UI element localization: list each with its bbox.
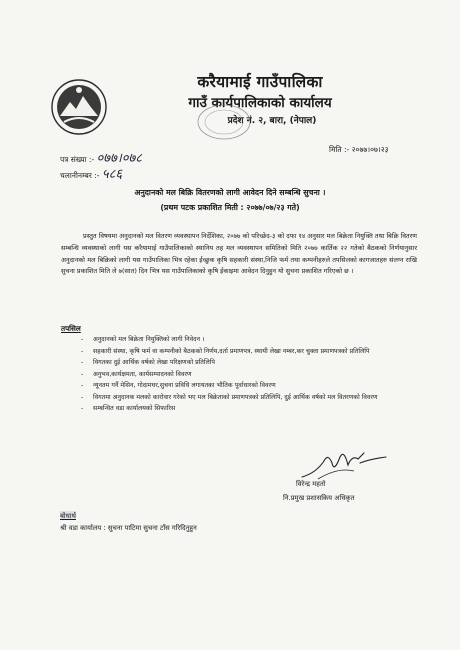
- letter-number-value: ०७७।०७८: [96, 151, 143, 166]
- date-label: मिति :-: [329, 145, 350, 154]
- office-address: प्रदेश नं. २, बारा, (नेपाल): [227, 116, 317, 126]
- org-name: करैयामाई गाउँपालिका: [197, 73, 323, 91]
- date-row: [329, 145, 389, 155]
- office-stamp: [196, 102, 252, 142]
- cc-text: श्री वडा कार्यालय : सुचना पाटिमा सुचना टाँस गरिदिनुहुन: [60, 524, 197, 532]
- dispatch-number-value: ५८६: [101, 167, 123, 182]
- attachments-list: [61, 334, 421, 415]
- attachments-title: तपसिल: [61, 324, 81, 333]
- signatory-title: नि.प्रमुख प्रशासकिय अधिकृत: [283, 494, 355, 502]
- signatory-name: विरेन्द्र महतो: [296, 480, 326, 488]
- attachment-item: - विगतमा अनुदानक मलको कारोवार गरेको भए मल बिक्रेताको प्रमाणपत्रको प्रतिलिपि, दुई आर्थिक वर्षको मल वितरणको विवरण: [81, 393, 378, 401]
- cc-label: बोधार्थ: [60, 512, 76, 520]
- attachment-item: - अनुदानको मल बिक्रेता नियुक्तिको लागी निवेदन ।: [81, 336, 205, 343]
- attachment-item: - अनुभव,कार्यक्षमता, कार्यसम्पादनको विवरण: [81, 370, 192, 378]
- attachment-item: - न्यूनतम गर्नै मेसिन, गोदामघर,सुचना प्रविधि लगायतका भौतिक पूर्वाधारको विवरण: [81, 382, 276, 389]
- dispatch-number-row: [60, 164, 122, 182]
- letter-number-label: पत्र संख्या :-: [60, 155, 95, 164]
- dispatch-number-label: चलानीनम्बर :-: [60, 171, 100, 180]
- attachment-item: - सहकारी संस्था, कृषि फर्म वा कम्पनीको बैठकको निर्णय,दर्ता प्रमाणपत्र, स्थायी लेखा नम्बर,कर चुक्ता प्रमाणपत्रको प्रतिलिपि: [81, 347, 370, 355]
- subject-subtitle: (प्रथम पटक प्रकाशित मिती : २०७७/०७/२३ गते): [160, 203, 300, 212]
- attachment-item: - विगतका दुई आर्थिक वर्षको लेखा परिक्षणको प्रतिलिपि: [81, 359, 215, 366]
- date-value: २०७७।०७।२३: [351, 145, 389, 154]
- attachment-item: - सम्बन्धित वडा कार्यालयको सिफारिस: [81, 405, 176, 412]
- body-paragraph: प्रस्तुत विषयमा अनुदानको मल वितरण व्यवस्थापन निर्देशिका, २०७७ को परिच्छेद-३ को दफा १४ अनुसार मल बिक्रेता नियुक्ति तथा बिक्रि वितरण सम्बन्धि व्यवस्थाको लागी यस करैयामाई गाउँपालिकाको स्थानिय तह मल व्यवस्थापन समितिको मिति २०७७ कार्तिक २२ गतेको बैठकको निर्णयानुसार अनुदानको मल बिक्रिको लागी यस गाउँपालिका भित्र रहेका ईच्छुक कृषि सहकारी संस्था,निजि फर्म तथा कम्पनीहरुले तपसिलको कागजातहरु संलग्न राखि सुचना प्रकाशित मिति ले ७(सात) दिन भित्र यस गाउँपालिकाको कृषि ईकाइमा आवेदन दिनुहुन यो सुचना प्रकाशित गरिएको छ ।: [61, 232, 417, 276]
- subject-title: अनुदानको मल बिक्रि वितरणको लागी आवेदन दिने सम्बन्धि सुचना ।: [134, 188, 326, 197]
- office-name: गाउँ कार्यपालिकाको कार्यालय: [188, 95, 332, 111]
- signature: [298, 443, 390, 483]
